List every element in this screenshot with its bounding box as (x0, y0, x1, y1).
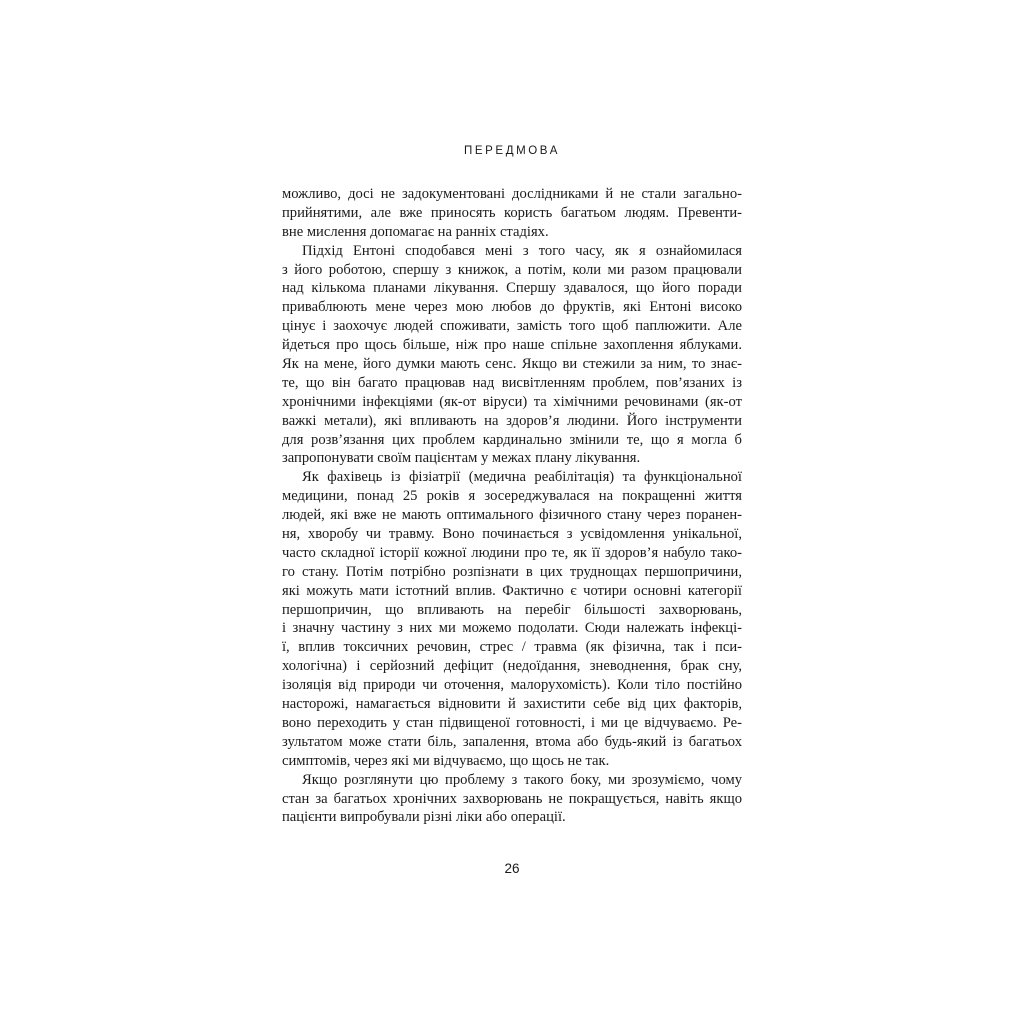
text-line: го стану. Потім потрібно розпізнати в цих труднощах першопричини, (282, 563, 742, 580)
text-line: часто складної історії кожної людини про те, як її здоров’я набуло тако- (282, 544, 742, 561)
text-line: пацієнти випробували різні ліки або операції. (282, 809, 566, 826)
text-line: прийнятими, але вже приносять користь багатьом людям. Превенти- (282, 204, 742, 221)
body-text (282, 185, 742, 827)
text-line: Як на мене, його думки мають сенс. Якщо ви стежили за ним, то знає- (282, 356, 742, 373)
text-line: людей, які вже не мають оптимального фізичного стану через поранен- (282, 507, 742, 524)
text-line: важкі метали), які впливають на здоров’я людини. Його інструменти (282, 412, 742, 429)
text-line: ня, хворобу чи травму. Воно починається з усвідомлення унікальної, (282, 526, 742, 543)
text-line: над кількома планами лікування. Спершу здавалося, що його поради (282, 280, 742, 297)
text-line: з його роботою, спершу з книжок, а потім, коли ми разом працювали (282, 261, 742, 278)
text-line: ї, вплив токсичних речовин, стрес / травма (як фізична, так і пси- (282, 639, 742, 656)
text-line: воно переходить у стан підвищеної готовності, і ми це відчуваємо. Ре- (282, 714, 742, 731)
text-line: медицини, понад 25 років я зосереджувалася на покращенні життя (282, 488, 742, 505)
text-line: Як фахівець із фізіатрії (медична реабілітація) та функціональної (302, 469, 742, 486)
text-line: Підхід Ентоні сподобався мені з того часу, як я ознайомилася (302, 242, 742, 259)
text-line: першопричин, що впливають на перебіг більшості захворювань, (282, 601, 742, 618)
running-header: ПЕРЕДМОВА (464, 145, 560, 157)
text-line: те, що він багато працював над висвітленням проблем, пов’язаних із (282, 374, 742, 391)
text-line: запропонувати своїм пацієнтам у межах плану лікування. (282, 450, 641, 467)
text-line: насторожі, намагається відновити й захистити себе від цих факторів, (282, 696, 742, 713)
text-line: Якщо розглянути цю проблему з такого боку, ми зрозуміємо, чому (302, 771, 742, 788)
text-line: симптомів, через які ми відчуваємо, що щось не так. (282, 752, 610, 769)
text-line: стан за багатьох хронічних захворювань не покращується, навіть якщо (282, 790, 742, 807)
text-line: вне мислення допомагає на ранніх стадіях. (282, 223, 549, 240)
text-line: хологічна) і серйозний дефіцит (недоїдання, зневоднення, брак сну, (282, 658, 742, 675)
text-line: можливо, досі не задокументовані дослідниками й не стали загально- (282, 186, 742, 202)
text-line: зультатом може стати біль, запалення, втома або будь-який із багатьох (282, 733, 742, 750)
text-line: для розв’язання цих проблем кардинально змінили те, що я могла б (282, 431, 742, 448)
text-line: приваблюють мене через мою любов до фруктів, які Ентоні високо (282, 299, 742, 316)
text-line: цінує і заохочує людей споживати, замість того щоб паплюжити. Але (282, 318, 742, 335)
text-line: які можуть мати істотний вплив. Фактично є чотири основні категорії (282, 582, 742, 599)
page-number: 26 (504, 861, 520, 876)
text-line: йдеться про щось більше, ніж про наше спільне захоплення яблуками. (282, 337, 742, 354)
text-line: і значну частину з них ми можемо подолати. Сюди належать інфекці- (282, 620, 742, 637)
text-line: ізоляція від природи чи оточення, малорухомість). Коли тіло постійно (282, 677, 742, 694)
text-line: хронічними інфекціями (як-от віруси) та хімічними речовинами (як-от (282, 393, 742, 410)
